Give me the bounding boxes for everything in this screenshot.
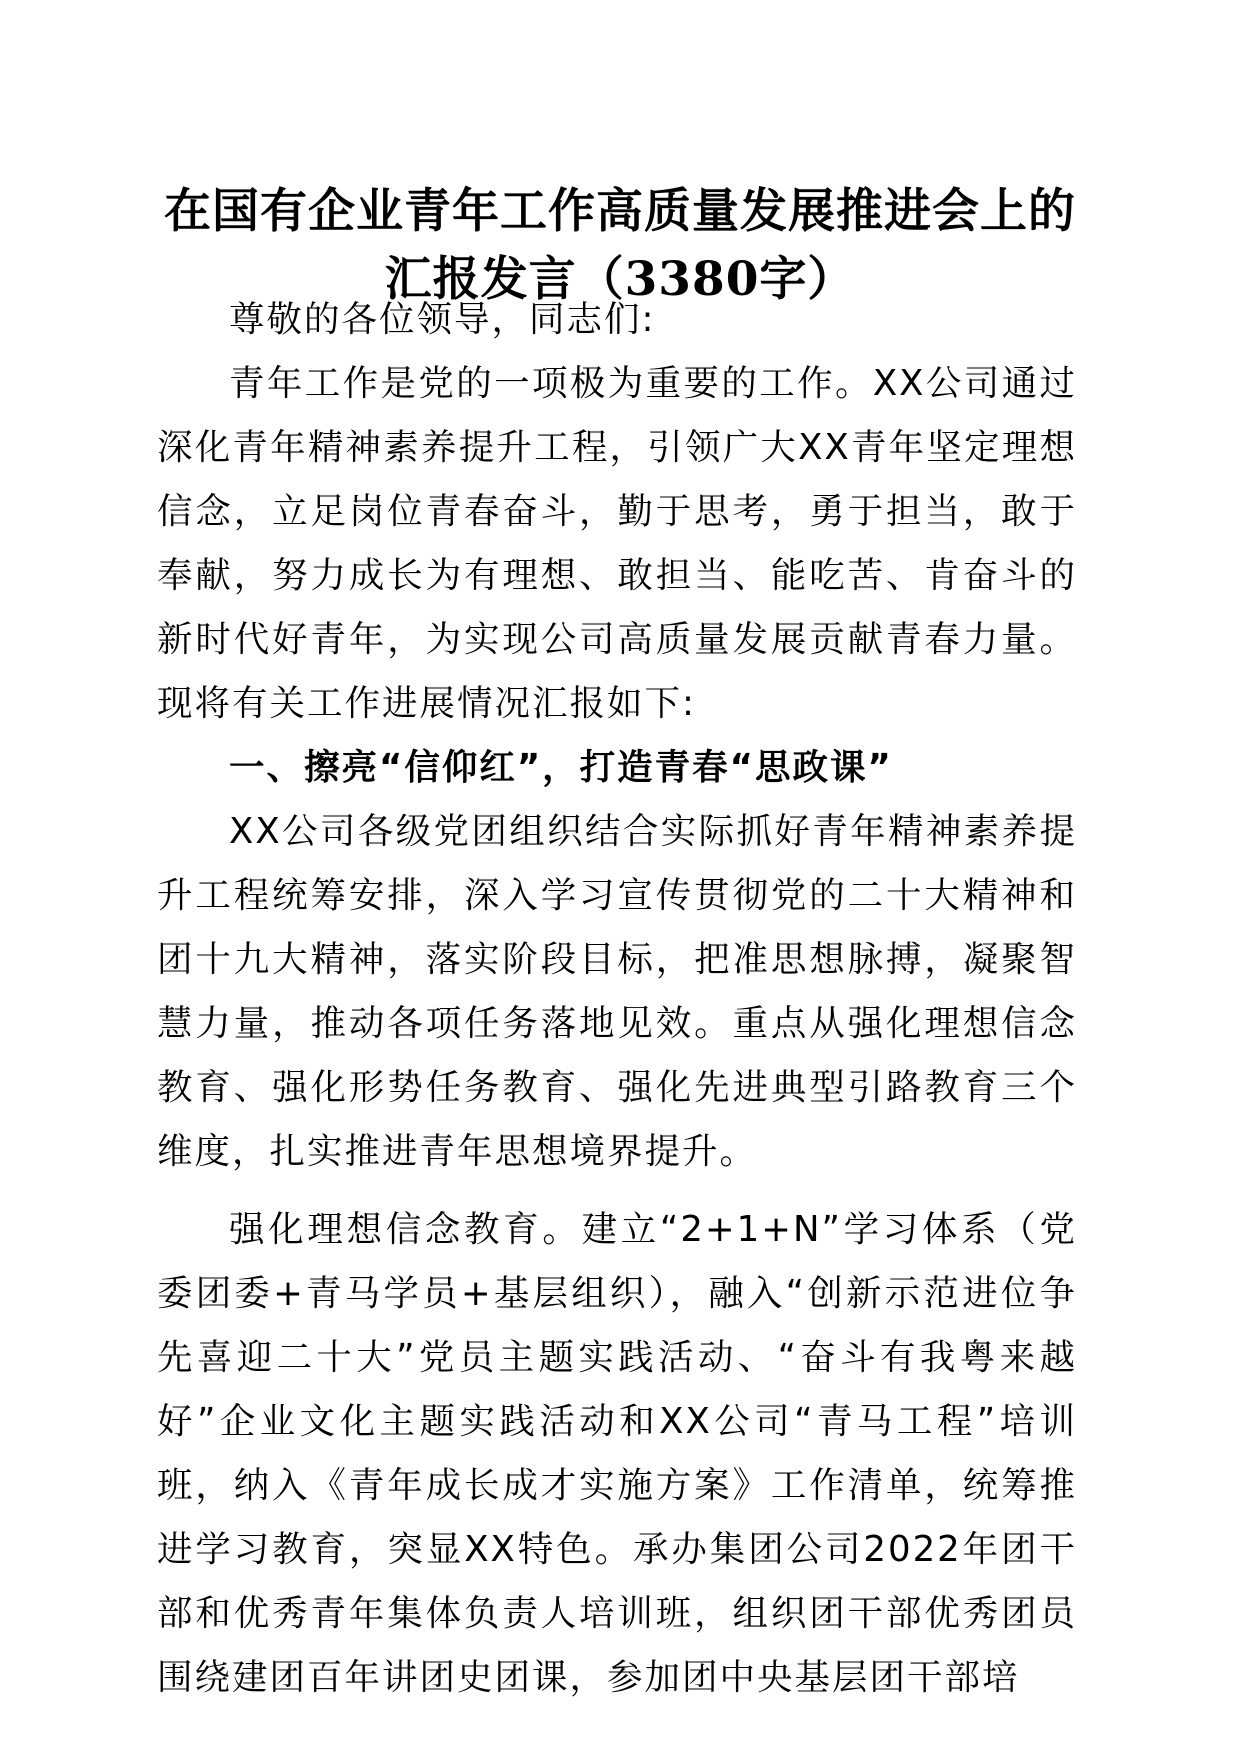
section-paragraph: 强化理想信念教育。建立“2+1+N”学习体系（党委团委+青马学员+基层组织），融入“创新示范进位争先喜迎二十大”党员主题实践活动、“奋斗有我粤来越好”企业文化主题实践活动和XX公司“青马工程”培训班，纳入《青年成长成才实施方案》工作清单，统筹推进学习教育，突显XX特色。承办集团公司2022年团干部和优秀青年集体负责人培训班，组织团干部优秀团员围绕建团百年讲团史团课，参加团中央基层团干部培	[157, 1209, 1077, 1698]
document-body	[157, 288, 1077, 1710]
section-paragraph: XX公司各级党团组织结合实际抓好青年精神素养提升工程统筹安排，深入学习宣传贯彻党的二十大精神和团十九大精神，落实阶段目标，把准思想脉搏，凝聚智慧力量，推动各项任务落地见效。重点从强化理想信念教育、强化形势任务教育、强化先进典型引路教育三个维度，扎实推进青年思想境界提升。	[157, 811, 1077, 1172]
salutation-paragraph: 尊敬的各位领导，同志们:	[229, 299, 656, 340]
section-heading: 一、擦亮“信仰红”，打造青春“思政课”	[229, 747, 893, 788]
intro-paragraph: 青年工作是党的一项极为重要的工作。XX公司通过深化青年精神素养提升工程，引领广大XX青年坚定理想信念，立足岗位青春奋斗，勤于思考，勇于担当，敢于奉献，努力成长为有理想、敢担当、能吃苦、肯奋斗的新时代好青年，为实现公司高质量发展贡献青春力量。现将有关工作进展情况汇报如下:	[157, 363, 1077, 724]
document-title: 在国有企业青年工作高质量发展推进会上的汇报发言（3380字）	[164, 184, 1076, 307]
